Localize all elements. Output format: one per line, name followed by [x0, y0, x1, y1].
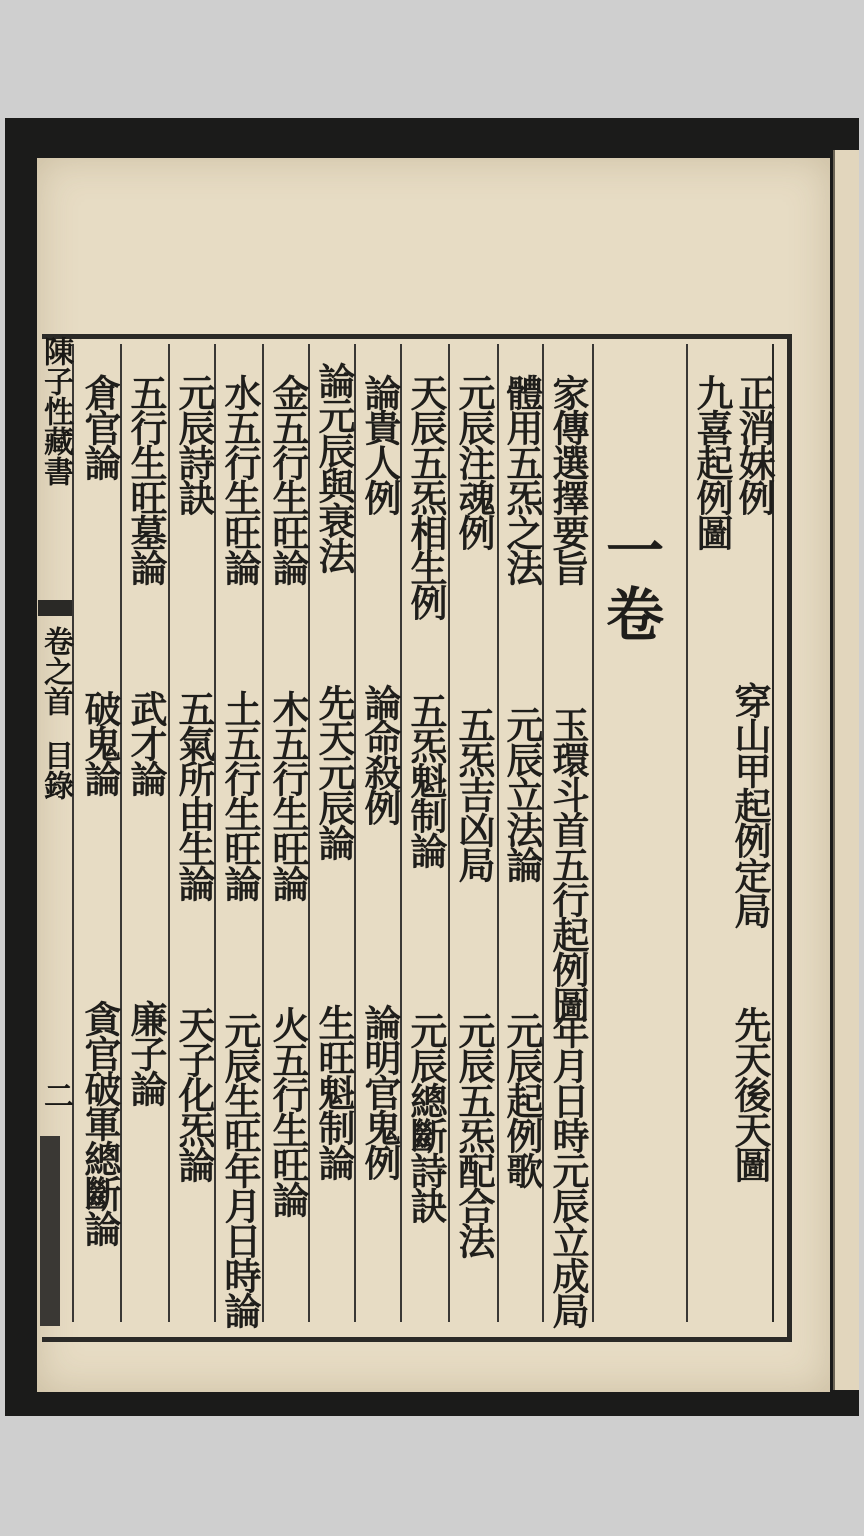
- toc-entry: 天辰五炁相生例: [404, 374, 448, 619]
- toc-entry: 火五行生旺論: [266, 1006, 310, 1216]
- toc-entry: 元辰五炁配合法: [452, 1012, 496, 1257]
- toc-entry: 武才論: [124, 690, 168, 795]
- toc-entry: 元辰生旺年月日時論: [218, 1012, 262, 1327]
- section-label: 目錄: [38, 740, 73, 800]
- toc-entry: 金五行生旺論: [266, 374, 310, 584]
- toc-entry: 穿山甲起例定局: [728, 682, 772, 927]
- toc-entry: 先天元辰論: [312, 684, 356, 859]
- toc-entry: 元辰詩訣: [172, 374, 216, 514]
- facing-page-edge: [833, 150, 859, 1390]
- toc-entry: 先天後天圖: [728, 1006, 772, 1181]
- toc-entry: 玉環斗首五行起例圖: [546, 706, 590, 1021]
- toc-entry: 年月日時元辰立成局: [546, 1012, 590, 1327]
- toc-entry: 五炁魁制論: [404, 692, 448, 867]
- toc-entry: 論命殺例: [358, 684, 402, 824]
- chapter-label: 卷之首: [38, 626, 73, 716]
- toc-entry: 五炁吉凶局: [452, 706, 496, 881]
- toc-entry: 元辰起例歌: [500, 1012, 544, 1187]
- toc-entry: 元辰注魂例: [452, 374, 496, 549]
- fish-tail-mark: [38, 600, 72, 616]
- toc-entry: 家傳選擇要旨: [546, 374, 590, 584]
- toc-entry: 生旺魁制論: [312, 1004, 356, 1179]
- toc-entry: 五行生旺墓論: [124, 374, 168, 584]
- book-title: 陳子性藏書: [38, 336, 73, 486]
- toc-entry: 論元辰與衰法: [312, 362, 356, 572]
- toc-entry: 天子化炁論: [172, 1006, 216, 1181]
- margin-dark-band: [40, 1136, 60, 1326]
- toc-entry: 木五行生旺論: [266, 690, 310, 900]
- toc-entry: 元辰立法論: [500, 706, 544, 881]
- toc-entry: 論明官鬼例: [358, 1004, 402, 1179]
- toc-entry: 九喜起例圖: [690, 374, 734, 549]
- toc-entry: 論貴人例: [358, 374, 402, 514]
- column-rule: [497, 344, 499, 1322]
- toc-entry: 土五行生旺論: [218, 690, 262, 900]
- toc-entry: 正消妹例: [732, 374, 776, 514]
- column-rule: [448, 344, 450, 1322]
- toc-entry: 貪官破軍總斷論: [78, 1000, 122, 1245]
- column-rule: [592, 344, 594, 1322]
- toc-entry: 體用五炁之法: [500, 374, 544, 584]
- toc-entry: 元辰總斷詩訣: [404, 1012, 448, 1222]
- toc-entry: 五氣所由生論: [172, 690, 216, 900]
- column-rule: [168, 344, 170, 1322]
- leaf-number: 二: [38, 1080, 73, 1110]
- toc-entry: 水五行生旺論: [218, 374, 262, 584]
- column-rule: [262, 344, 264, 1322]
- volume-heading: 一卷: [596, 520, 664, 648]
- toc-entry: 廉子論: [124, 1000, 168, 1105]
- toc-entry: 破鬼論: [78, 690, 122, 795]
- column-rule: [72, 344, 74, 1322]
- column-rule: [686, 344, 688, 1322]
- toc-entry: 倉官論: [78, 374, 122, 479]
